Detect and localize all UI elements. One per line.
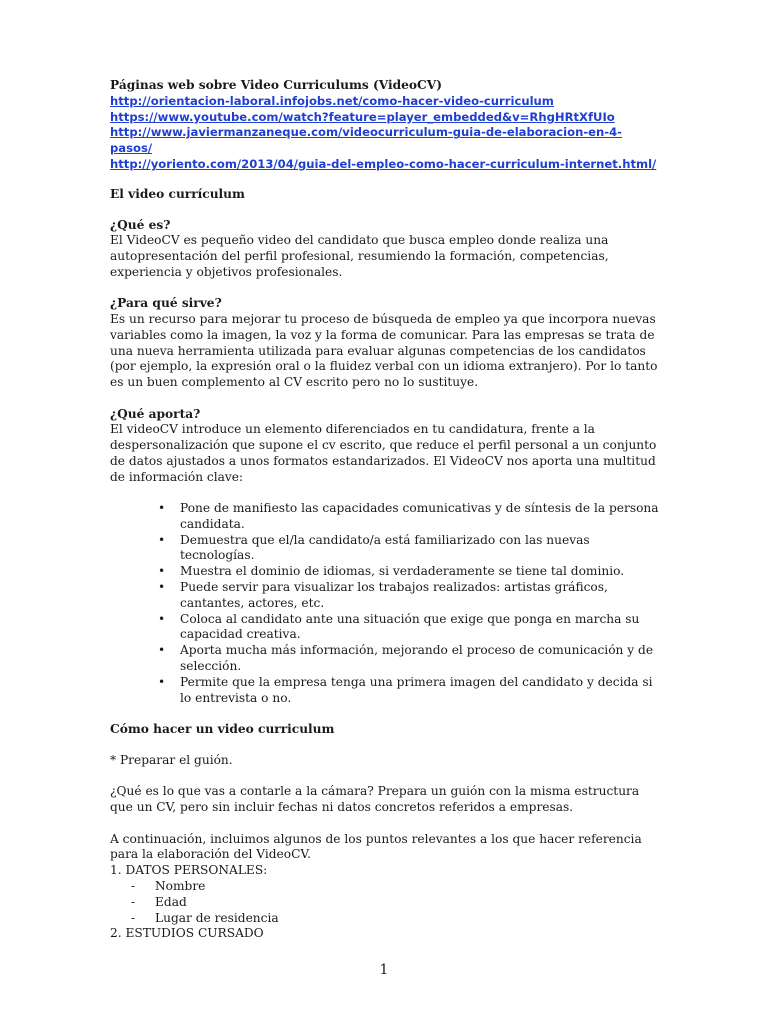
step-preparar-guion: * Preparar el guión. [110,753,233,768]
benefits-list [110,501,660,706]
list-item: - Nombre [155,879,660,895]
list-item: • Demuestra que el/la candidato/a está familiarizado con las nuevas tecnologías. [180,533,660,565]
question-que-aporta: ¿Qué aporta? [110,406,201,421]
datos-personales-list [110,879,660,926]
item-datos-personales: 1. DATOS PERSONALES: [110,863,268,878]
list-item: • Aporta mucha más información, mejorando el proceso de comunicación y de selección. [180,643,660,675]
answer-que-es: El VideoCV es pequeño video del candidato que busca empleo donde realiza una autopresentación del perfil profesional, resumiendo la formación, competencias, experiencia y objetivos profesionales. [110,233,609,279]
document-page [110,78,660,942]
paragraph-puntos-relevantes: A continuación, incluimos algunos de los puntos relevantes a los que hacer referencia para la elaboración del VideoCV. [110,831,642,862]
link-yoriento[interactable]: http://yoriento.com/2013/04/guia-del-empleo-como-hacer-curriculum-internet.html/ [110,156,657,171]
link-infojobs[interactable]: http://orientacion-laboral.infojobs.net/como-hacer-video-curriculum [110,93,554,108]
page-number: 1 [379,962,389,978]
link-javiermanzaneque[interactable]: http://www.javiermanzaneque.com/videocurriculum-guia-de-elaboracion-en-4-pasos/ [110,125,622,156]
section-title-video-curriculum: El video currículum [110,187,245,202]
item-estudios-cursado: 2. ESTUDIOS CURSADO [110,926,264,941]
link-list [110,94,660,173]
question-para-que-sirve: ¿Para qué sirve? [110,296,222,311]
page-heading: Páginas web sobre Video Curriculums (VideoCV) [110,78,442,92]
list-item: • Permite que la empresa tenga una primera imagen del candidato y decida si lo entrevista o no. [180,675,660,707]
list-item: • Coloca al candidato ante una situación que exige que ponga en marcha su capacidad creativa. [180,612,660,644]
list-item: • Pone de manifiesto las capacidades comunicativas y de síntesis de la persona candidata. [180,501,660,533]
answer-que-aporta: El videoCV introduce un elemento diferenciados en tu candidatura, frente a la despersonalización que supone el cv escrito, que reduce el perfil personal a un conjunto de datos ajustados a unos formatos estandarizados. El VideoCV nos aporta una multitud de información clave: [110,422,657,484]
question-que-es: ¿Qué es? [110,217,171,232]
list-item: - Lugar de residencia [155,911,660,927]
list-item: • Puede servir para visualizar los trabajos realizados: artistas gráficos, cantantes, actores, etc. [180,580,660,612]
list-item: - Edad [155,895,660,911]
link-youtube[interactable]: https://www.youtube.com/watch?feature=player_embedded&v=RhgHRtXfUIo [110,109,615,124]
section-title-como-hacer: Cómo hacer un video curriculum [110,721,335,736]
paragraph-guion: ¿Qué es lo que vas a contarle a la cámara? Prepara un guión con la misma estructura que un CV, pero sin incluir fechas ni datos concretos referidos a empresas. [110,784,640,815]
list-item: • Muestra el dominio de idiomas, si verdaderamente se tiene tal dominio. [180,564,660,580]
answer-para-que-sirve: Es un recurso para mejorar tu proceso de búsqueda de empleo ya que incorpora nuevas variables como la imagen, la voz y la forma de comunicar. Para las empresas se trata de una nueva herramienta utilizada para evaluar algunas competencias de los candidatos (por ejemplo, la expresión oral o la fluidez verbal con un idioma extranjero). Por lo tanto es un buen complemento al CV escrito pero no lo sustituye. [110,312,658,390]
